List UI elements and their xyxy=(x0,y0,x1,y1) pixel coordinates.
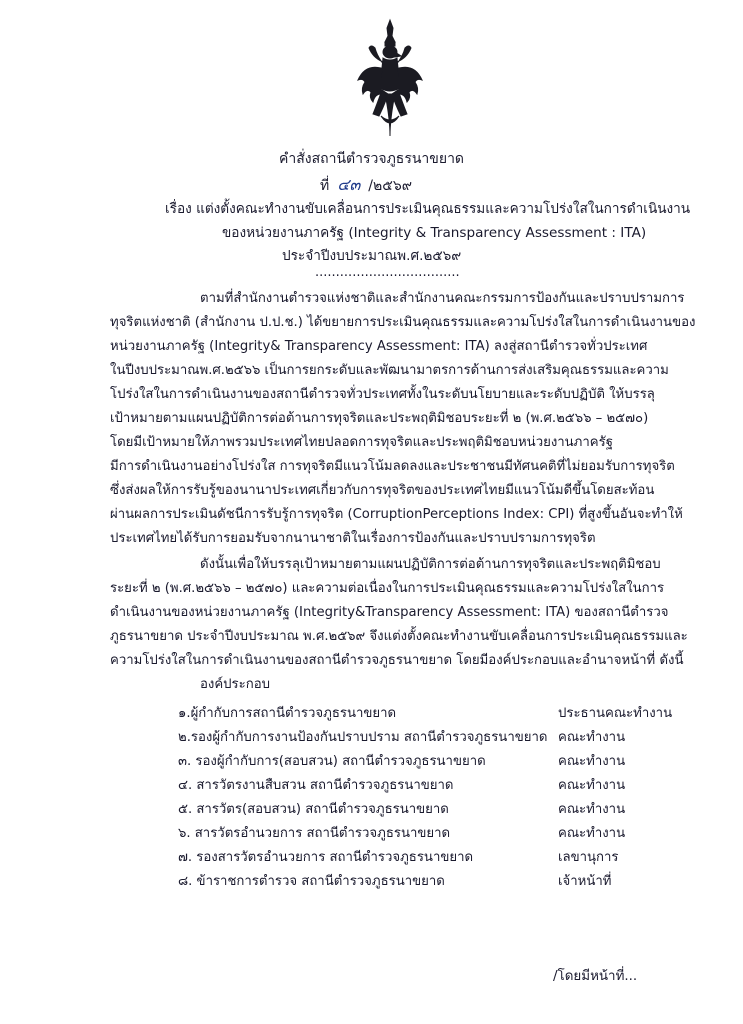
paragraph2-line: ดำเนินงานของหน่วยงานภาครัฐ (Integrity&Transparency Assessment: ITA) ของสถานีตำรวจ xyxy=(110,605,669,620)
doc-number-suffix: /๒๕๖๙ xyxy=(368,178,412,194)
member-name: ๓. รองผู้กำกับการ(สอบสวน) สถานีตำรวจภูธรนาขยาด xyxy=(178,754,486,769)
paragraph1-line: ประเทศไทยได้รับการยอมรับจากนานาชาติในเรื่องการป้องกันและปราบปรามการทุจริต xyxy=(110,531,596,546)
separator-line: ................................... xyxy=(315,265,460,280)
subject-line-1: เรื่อง แต่งตั้งคณะทำงานขับเคลื่อนการประเมินคุณธรรมและความโปร่งใสในการดำเนินงาน xyxy=(165,201,691,217)
doc-number-handwritten: ๔๓ xyxy=(337,175,361,194)
paragraph1-line: ตามที่สำนักงานตำรวจแห่งชาติและสำนักงานคณะกรรมการป้องกันและปราบปรามการ xyxy=(200,291,685,306)
member-name: ๘. ข้าราชการตำรวจ สถานีตำรวจภูธรนาขยาด xyxy=(178,874,445,889)
order-title: คำสั่งสถานีตำรวจภูธรนาขยาด xyxy=(278,151,465,167)
paragraph1-line: มีการดำเนินงานอย่างโปร่งใส การทุจริตมีแนวโน้มลดลงและประชาชนมีทัศนคติที่ไม่ยอมรับการทุจริต xyxy=(110,459,675,474)
paragraph2-line: ภูธรนาขยาด ประจำปีงบประมาณ พ.ศ.๒๕๖๙ จึงแต่งตั้งคณะทำงานขับเคลื่อนการประเมินคุณธรรมและ xyxy=(110,629,688,644)
paragraph1-line: เป้าหมายตามแผนปฏิบัติการต่อต้านการทุจริตและประพฤติมิชอบระยะที่ ๒ (พ.ศ.๒๕๖๖ – ๒๕๗๐) xyxy=(110,411,649,426)
member-role: คณะทำงาน xyxy=(558,826,626,841)
member-role: คณะทำงาน xyxy=(558,730,626,745)
paragraph1-line: ในปีงบประมาณพ.ศ.๒๕๖๖ เป็นการยกระดับและพัฒนามาตรการด้านการส่งเสริมคุณธรรมและความ xyxy=(110,363,669,378)
member-name: ๕. สารวัตร(สอบสวน) สถานีตำรวจภูธรนาขยาด xyxy=(178,802,449,817)
paragraph1-line: ทุจริตแห่งชาติ (สำนักงาน ป.ป.ช.) ได้ขยายการประเมินคุณธรรมและความโปร่งใสในการดำเนินงานของ xyxy=(110,315,696,330)
member-role: เจ้าหน้าที่ xyxy=(558,874,612,889)
member-role: คณะทำงาน xyxy=(558,802,626,817)
document-number xyxy=(320,176,412,195)
member-name: ๔. สารวัตรงานสืบสวน สถานีตำรวจภูธรนาขยาด xyxy=(178,778,454,793)
member-role: คณะทำงาน xyxy=(558,778,626,793)
member-name: ๒.รองผู้กำกับการงานป้องกันปราบปราม สถานีตำรวจภูธรนาขยาด xyxy=(178,730,548,745)
doc-number-prefix: ที่ xyxy=(320,178,330,194)
member-role: คณะทำงาน xyxy=(558,754,626,769)
paragraph2-line: ระยะที่ ๒ (พ.ศ.๒๕๖๖ – ๒๕๗๐) และความต่อเนื่องในการประเมินคุณธรรมและความโปร่งใสในการ xyxy=(110,581,665,596)
paragraph1-line: โดยมีเป้าหมายให้ภาพรวมประเทศไทยปลอดการทุจริตและประพฤติมิชอบหน่วยงานภาครัฐ xyxy=(110,435,613,450)
paragraph1-line: ผ่านผลการประเมินดัชนีการรับรู้การทุจริต (CorruptionPerceptions Index: CPI) ที่สูงขึ้นอันจะทำให้ xyxy=(110,507,683,522)
continue-note: /โดยมีหน้าที่... xyxy=(553,969,638,984)
member-name: ๖. สารวัตรอำนวยการ สถานีตำรวจภูธรนาขยาด xyxy=(178,826,451,841)
subject-line-3: ประจำปีงบประมาณพ.ศ.๒๕๖๙ xyxy=(282,248,462,264)
paragraph2-line: ดังนั้นเพื่อให้บรรลุเป้าหมายตามแผนปฏิบัติการต่อต้านการทุจริตและประพฤติมิชอบ xyxy=(200,557,661,572)
paragraph1-line: โปร่งใสในการดำเนินงานของสถานีตำรวจทั่วประเทศทั้งในระดับนโยบายและระดับปฏิบัติ ให้บรรลุ xyxy=(110,387,655,402)
member-name: ๑.ผู้กำกับการสถานีตำรวจภูธรนาขยาด xyxy=(178,706,397,721)
garuda-emblem-icon xyxy=(355,18,425,140)
member-role: ประธานคณะทำงาน xyxy=(558,706,673,721)
subject-line-2: ของหน่วยงานภาครัฐ (Integrity & Transparency Assessment : ITA) xyxy=(222,225,647,241)
paragraph2-line: ความโปร่งใสในการดำเนินงานของสถานีตำรวจภูธรนาขยาด โดยมีองค์ประกอบและอำนาจหน้าที่ ดังนี้ xyxy=(110,653,684,668)
member-role: เลขานุการ xyxy=(558,850,619,865)
composition-heading: องค์ประกอบ xyxy=(200,677,270,692)
paragraph1-line: หน่วยงานภาครัฐ (Integrity& Transparency Assessment: ITA) ลงสู่สถานีตำรวจทั่วประเทศ xyxy=(110,339,648,354)
member-name: ๗. รองสารวัตรอำนวยการ สถานีตำรวจภูธรนาขยาด xyxy=(178,850,474,865)
paragraph1-line: ซึ่งส่งผลให้การรับรู้ของนานาประเทศเกี่ยวกับการทุจริตของประเทศไทยมีแนวโน้มดีขึ้นโดยสะท้อน xyxy=(110,483,655,498)
